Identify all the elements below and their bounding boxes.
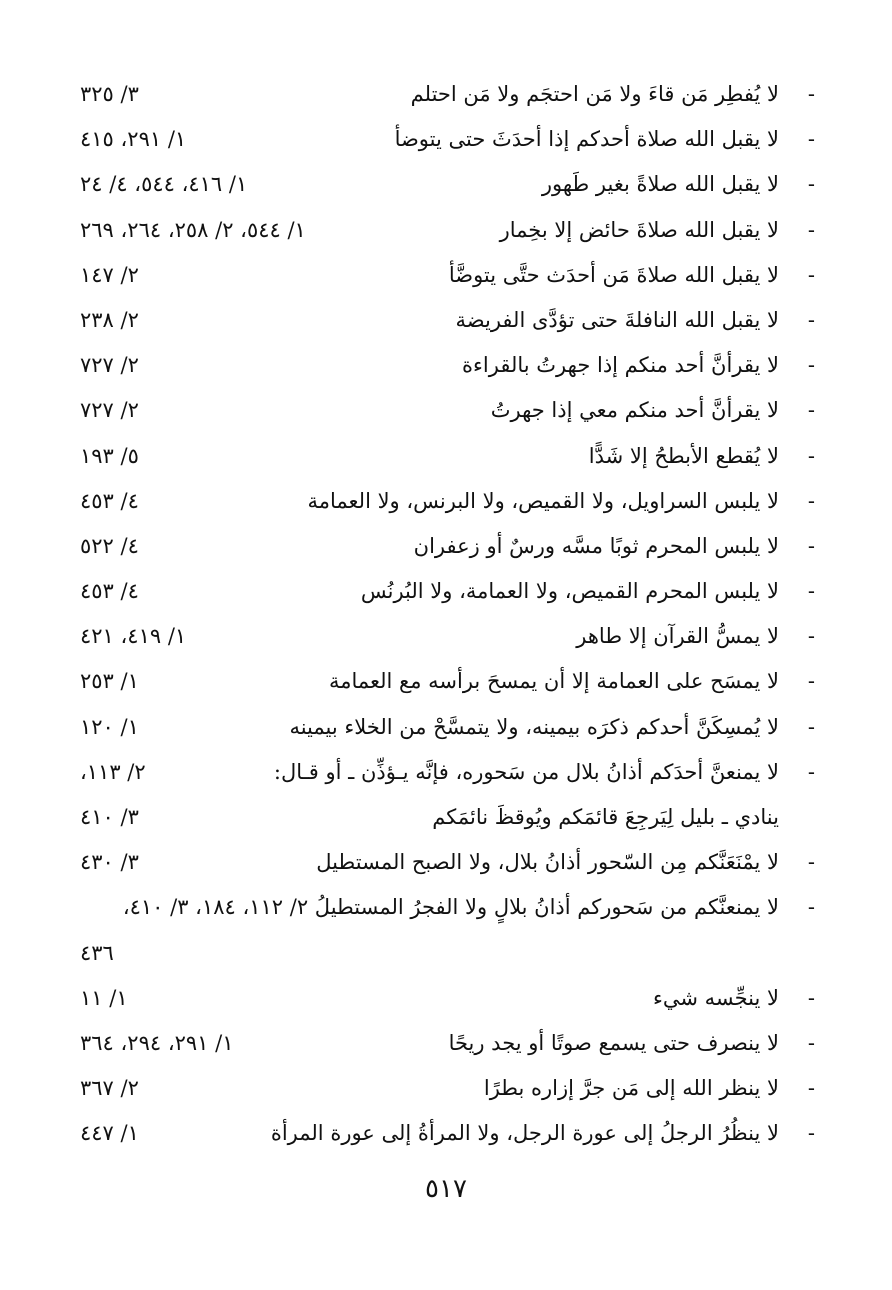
entry-dash: -	[807, 850, 815, 875]
index-entry-14	[80, 659, 815, 704]
entry-text: لا يُمسِكَنَّ أحدكم ذكرَه بيمينه، ولا يتمسَّحْ من الخلاء بيمينه	[289, 714, 779, 739]
entry-reference: ٤/ ٤٥٣	[80, 488, 139, 513]
index-entry-10	[80, 479, 815, 524]
entry-reference: ٢/ ٧٢٧	[80, 353, 139, 378]
entry-reference: ٢/ ٧٢٧	[80, 398, 139, 423]
index-entry-18	[80, 885, 815, 930]
entry-text: لا ينجِّسه شيء	[652, 985, 779, 1010]
entry-reference: ٥/ ١٩٣	[80, 443, 139, 468]
entry-reference: ١/ ٤٤٧	[80, 1121, 139, 1146]
entry-text: لا يقبل الله صلاةً بغير طَهور	[541, 172, 779, 197]
index-entry-2	[80, 117, 815, 162]
entry-dash: -	[807, 579, 815, 604]
entry-reference: ١/ ٥٤٤، ٢/ ٢٥٨، ٢٦٤، ٢٦٩	[80, 217, 306, 242]
entry-reference: ٤/ ٤٥٣	[80, 579, 139, 604]
index-entry-16-continuation	[80, 795, 815, 840]
entry-dash: -	[807, 443, 815, 468]
index-entry-15	[80, 705, 815, 750]
entry-dash: -	[807, 488, 815, 513]
entry-text: لا يقرأنَّ أحد منكم معي إذا جهرتُ	[490, 398, 779, 423]
entry-reference: ١/ ٢٩١، ٤١٥	[80, 127, 187, 152]
entry-reference: ٣/ ٣٢٥	[80, 82, 139, 106]
entry-dash: -	[807, 398, 815, 423]
entry-reference: ١/ ١١	[80, 985, 128, 1010]
index-entry-16	[80, 750, 815, 795]
index-entry-13	[80, 614, 815, 659]
entry-text: ينادي ـ بليل لِيَرجِعَ قائمَكم ويُوقظَ نائمَكم	[432, 805, 779, 829]
entry-text: لا ينظُرُ الرجلُ إلى عورة الرجل، ولا المرأةُ إلى عورة المرأة	[270, 1121, 779, 1146]
entry-dash: -	[807, 1121, 815, 1146]
entry-reference: ٢/ ٢٣٨	[80, 307, 139, 332]
entry-dash: -	[807, 307, 815, 332]
index-entry-12	[80, 569, 815, 614]
entry-reference: ٤/ ٥٢٢	[80, 533, 139, 558]
entry-dash: -	[807, 353, 815, 378]
entry-text: لا يقرأنَّ أحد منكم إذا جهرتُ بالقراءة	[462, 353, 779, 378]
entry-reference: ٣/ ٤٣٠	[80, 850, 139, 875]
entry-reference: ٢/ ١٤٧	[80, 262, 139, 287]
entry-reference: ١/ ٢٩١، ٢٩٤، ٣٦٤	[80, 1030, 234, 1055]
entry-text: لا يلبس المحرم ثوبًا مسَّه ورسٌ أو زعفران	[413, 533, 779, 558]
index-entry-7	[80, 343, 815, 388]
entry-dash: -	[807, 262, 815, 287]
entry-dash: -	[807, 714, 815, 739]
entry-text: لا يلبس السراويل، ولا القميص، ولا البرنس، ولا العمامة	[307, 488, 779, 513]
entry-reference: ٢/ ٣٦٧	[80, 1076, 139, 1101]
index-entry-19	[80, 976, 815, 1021]
entry-reference: ٣/ ٤١٠	[80, 805, 139, 829]
entry-text: لا ينصرف حتى يسمع صوتًا أو يجد ريحًا	[448, 1030, 779, 1055]
entry-dash: -	[807, 82, 815, 106]
index-entry-11	[80, 524, 815, 569]
entry-text: لا ينظر الله إلى مَن جرَّ إزاره بطرًا	[483, 1076, 779, 1101]
entry-text: لا يُفطِر مَن قاءَ ولا مَن احتجَم ولا مَن احتلم	[410, 82, 779, 106]
entry-dash: -	[807, 1076, 815, 1101]
entry-text: لا يقبل الله صلاةَ مَن أحدَث حتَّى يتوضَّأ	[448, 262, 779, 287]
index-page	[80, 72, 815, 1157]
entry-text: لا يمسَح على العمامة إلا أن يمسحَ برأسه مع العمامة	[328, 669, 779, 694]
entry-reference: ١/ ١٢٠	[80, 714, 139, 739]
entry-reference: ١/ ٤١٩، ٤٢١	[80, 624, 187, 649]
entry-reference: ٢/ ١١٣،	[80, 759, 146, 784]
index-entry-6	[80, 298, 815, 343]
index-entry-21	[80, 1066, 815, 1111]
entry-dash: -	[807, 895, 815, 920]
entry-dash: -	[807, 172, 815, 197]
entry-text: لا يُقطع الأبطحُ إلا شَدًّا	[588, 443, 779, 468]
entry-reference: ١/ ٤١٦، ٥٤٤، ٤/ ٢٤	[80, 172, 248, 197]
index-entry-5	[80, 253, 815, 298]
entry-dash: -	[807, 533, 815, 558]
index-entry-18-continuation	[80, 931, 815, 976]
entry-reference: ١/ ٢٥٣	[80, 669, 139, 694]
entry-text: لا يقبل الله النافلةَ حتى تؤدَّى الفريضة	[455, 307, 779, 332]
index-entry-3	[80, 162, 815, 207]
entry-dash: -	[807, 759, 815, 784]
index-entry-4	[80, 208, 815, 253]
index-entry-9	[80, 434, 815, 479]
entry-dash: -	[807, 127, 815, 152]
entry-text: لا يقبل الله صلاة أحدكم إذا أحدَثَ حتى يتوضأ	[394, 127, 779, 152]
index-entry-22	[80, 1111, 815, 1156]
entry-dash: -	[807, 669, 815, 694]
entry-text: لا يمسُّ القرآن إلا طاهر	[576, 624, 779, 649]
entry-text: لا يمنعنَّكم من سَحوركم أذانُ بلالٍ ولا الفجرُ المستطيلُ ٢/ ١١٢، ١٨٤، ٣/ ٤١٠،	[122, 895, 779, 920]
entry-dash: -	[807, 217, 815, 242]
entry-text: لا يقبل الله صلاةَ حائض إلا بخِمار	[499, 217, 779, 242]
index-entry-17	[80, 840, 815, 885]
index-entry-1	[80, 72, 815, 117]
index-entry-20	[80, 1021, 815, 1066]
entry-text: لا يمنعنَّ أحدَكم أذانُ بلال من سَحوره، فإنَّه يـؤذِّن ـ أو قـال:	[273, 759, 779, 784]
entry-text: لا يمْنَعَنَّكم مِن السّحور أذانُ بلال، ولا الصبح المستطيل	[316, 850, 779, 875]
entry-dash: -	[807, 1030, 815, 1055]
index-entry-8	[80, 388, 815, 433]
entry-dash: -	[807, 985, 815, 1010]
entry-text: لا يلبس المحرم القميص، ولا العمامة، ولا البُرنُس	[360, 579, 779, 604]
page-number: ٥١٧	[425, 1174, 467, 1204]
entry-reference: ٤٣٦	[80, 940, 114, 965]
entry-dash: -	[807, 624, 815, 649]
